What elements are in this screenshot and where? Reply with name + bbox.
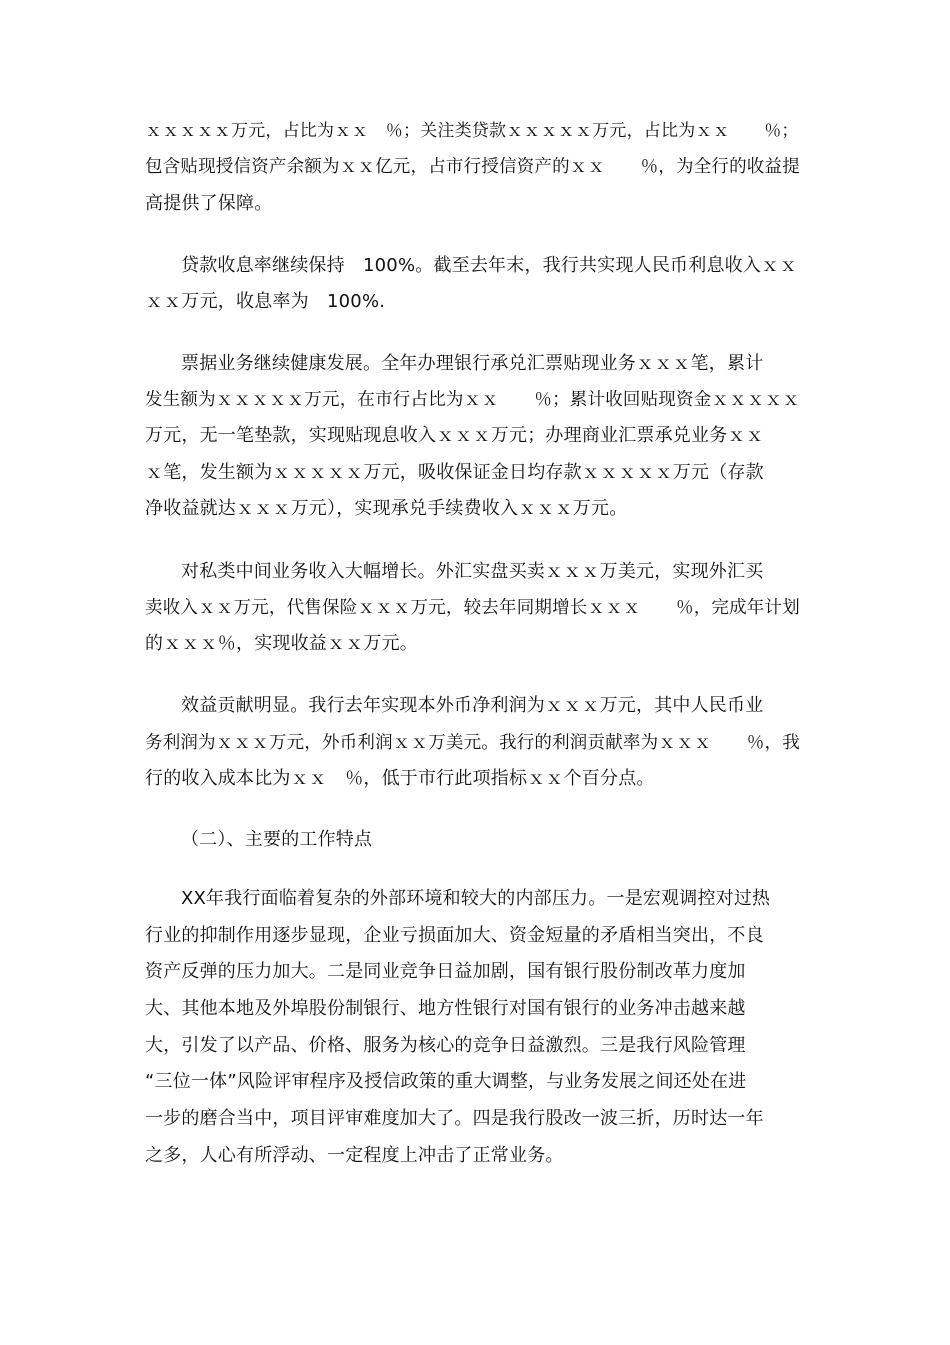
paragraph-3-line-4: ｘ笔，发生额为ｘｘｘｘｘ万元，吸收保证金日均存款ｘｘｘｘｘ万元（存款 <box>145 462 764 483</box>
paragraph-4-line-3: 的ｘｘｘ％，实现收益ｘｘ万元。 <box>145 633 418 654</box>
paragraph-1-line-3: 高提供了保障。 <box>145 193 273 214</box>
paragraph-1-line-1: ｘｘｘｘｘ万元，占比为ｘｘ ％；关注类贷款ｘｘｘｘｘ万元，占比为ｘｘ ％； <box>145 121 799 141</box>
paragraph-5-line-1: 效益贡献明显。我行去年实现本外币净利润为ｘｘｘ万元，其中人民币业 <box>181 695 764 716</box>
paragraph-6-line-4: 大、其他本地及外埠股份制银行、地方性银行对国有银行的业务冲击越来越 <box>145 998 746 1019</box>
paragraph-6-line-7: 一步的磨合当中，项目评审难度加大了。四是我行股改一波三折，历时达一年 <box>145 1108 764 1129</box>
paragraph-6-line-1: XX年我行面临着复杂的外部环境和较大的内部压力。一是宏观调控对过热 <box>181 888 771 909</box>
paragraph-6-line-8: 之多，人心有所浮动、一定程度上冲击了正常业务。 <box>145 1145 564 1166</box>
paragraph-3-line-1: 票据业务继续健康发展。全年办理银行承兑汇票贴现业务ｘｘｘ笔，累计 <box>181 353 764 374</box>
section-heading: （二）、主要的工作特点 <box>181 829 373 850</box>
paragraph-3-line-5: 净收益就达ｘｘｘ万元），实现承兑手续费收入ｘｘｘ万元。 <box>145 498 628 519</box>
paragraph-6-line-5: 大，引发了以产品、价格、服务为核心的竞争日益激烈。三是我行风险管理 <box>145 1035 746 1056</box>
paragraph-6-line-2: 行业的抑制作用逐步显现，企业亏损面加大、资金短量的矛盾相当突出，不良 <box>145 925 764 946</box>
paragraph-1-line-2: 包含贴现授信资产余额为ｘｘ亿元，占市行授信资产的ｘｘ ％，为全行的收益提 <box>145 157 800 177</box>
paragraph-6-line-6: “三位一体”风险评审程序及授信政策的重大调整，与业务发展之间还处在进 <box>145 1071 747 1092</box>
paragraph-2-line-1: 贷款收息率继续保持 100%。截至去年末，我行共实现人民币利息收入ｘｘ <box>181 255 798 276</box>
paragraph-5-line-2: 务利润为ｘｘｘ万元，外币利润ｘｘ万美元。我行的利润贡献率为ｘｘｘ ％，我 <box>145 733 800 753</box>
paragraph-5-line-3: 行的收入成本比为ｘｘ ％，低于市行此项指标ｘｘ个百分点。 <box>145 768 655 789</box>
paragraph-4-line-2: 卖收入ｘｘ万元，代售保险ｘｘｘ万元，较去年同期增长ｘｘｘ ％，完成年计划 <box>145 598 800 618</box>
paragraph-2-line-2: ｘｘ万元，收息率为 100%. <box>145 291 386 312</box>
paragraph-3-line-3: 万元，无一笔垫款，实现贴现息收入ｘｘｘ万元；办理商业汇票承兑业务ｘｘ <box>145 425 764 446</box>
paragraph-6-line-3: 资产反弹的压力加大。二是同业竞争日益加剧，国有银行股份制改革力度加 <box>145 961 746 982</box>
paragraph-4-line-1: 对私类中间业务收入大幅增长。外汇实盘买卖ｘｘｘ万美元，实现外汇买 <box>181 561 764 582</box>
paragraph-3-line-2: 发生额为ｘｘｘｘｘ万元，在市行占比为ｘｘ ％；累计收回贴现资金ｘｘｘｘｘ <box>145 390 800 410</box>
